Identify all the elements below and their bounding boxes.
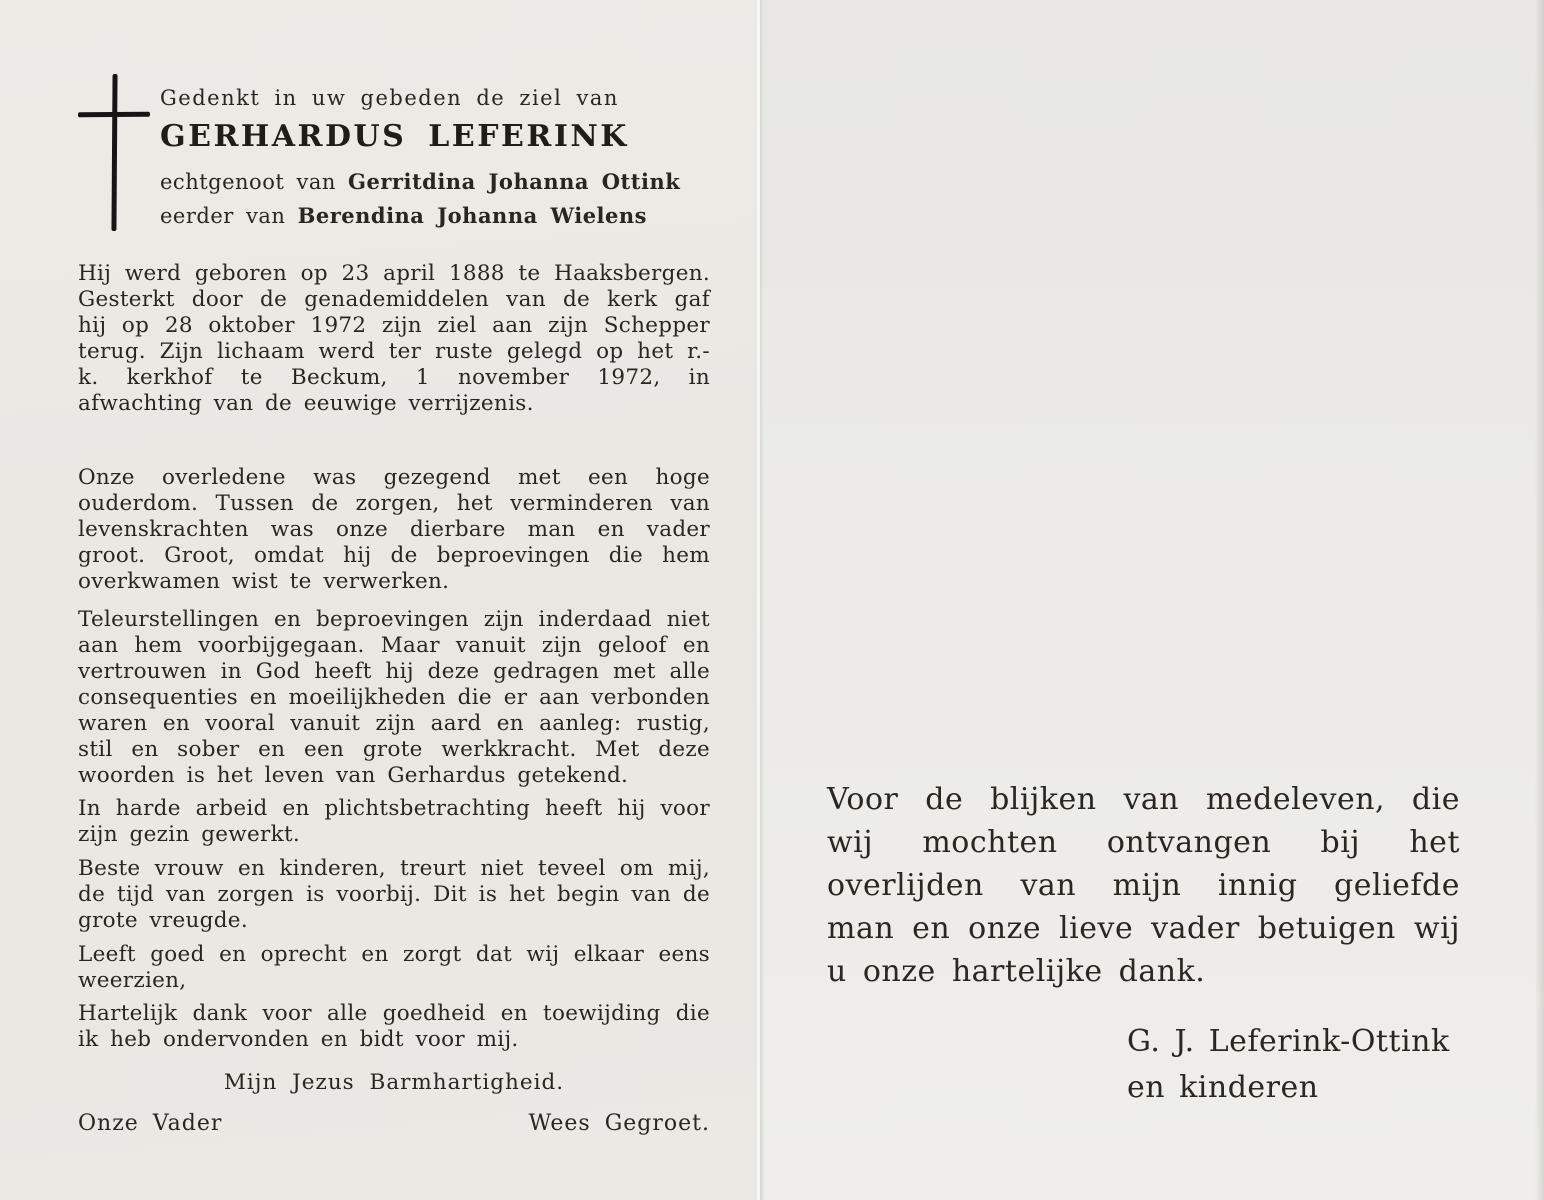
acknowledgement-paragraph: Voor de blijken van medeleven, die wij mochten ontvangen bij het overlijden van mijn innig geliefde man en onze lieve vader betuigen wij u onze hartelijke dank.	[827, 782, 1460, 989]
paragraph-trials: Teleurstellingen en beproevingen zijn inderdaad niet aan hem voorbijgegaan. Maar vanuit zijn geloof en vertrouwen in God heeft hij deze gedragen met alle consequenties en moeilijkheden die er aan verbonden waren en vooral vanuit zijn aard en aanleg: rustig, stil en sober en een grote werkkracht. Met deze woorden is het leven van Gerhardus getekend.	[78, 607, 710, 788]
paragraph-biography: Hij werd geboren op 23 april 1888 te Haaksbergen. Gesterkt door de genademiddelen van de kerk gaf hij op 28 oktober 1972 zijn ziel aan zijn Schepper terug. Zijn lichaam werd ter ruste gelegd op het r.-k. kerkhof te Beckum, 1 november 1972, in afwachting van de eeuwige verrijzenis.	[78, 261, 710, 416]
cross-vertical-bar	[111, 74, 117, 231]
page-fold-divider	[757, 0, 764, 1200]
paragraph-hard-work: In harde arbeid en plichtsbetrachting heeft hij voor zijn gezin gewerkt.	[78, 796, 710, 847]
closing-prayer-line: Mijn Jezus Barmhartigheid.	[223, 1070, 565, 1095]
paragraph-to-family: Beste vrouw en kinderen, treurt niet teveel om mij, de tijd van zorgen is voorbij. Dit is het begin van de grote vreugde.	[78, 856, 710, 933]
former-spouse-prefix: eerder van	[160, 204, 286, 228]
former-spouse-line	[160, 199, 710, 233]
paragraph-thanks: Hartelijk dank voor alle goedheid en toewijding die ik heb ondervonden en bidt voor mij.	[78, 1001, 710, 1052]
signature-block	[1127, 1019, 1460, 1111]
left-page	[0, 0, 757, 1200]
intro-line: Gedenkt in uw gebeden de ziel van	[160, 86, 619, 110]
card-header	[160, 86, 710, 233]
signature-name: G. J. Leferink-Ottink	[1127, 1024, 1450, 1059]
spouse-prefix: echtgenoot van	[160, 170, 336, 194]
cross-horizontal-bar	[78, 112, 150, 118]
deceased-name: GERHARDUS LEFERINK	[160, 119, 629, 154]
former-spouse-name: Berendina Johanna Wielens	[297, 203, 647, 228]
footer-our-father: Onze Vader	[78, 1111, 223, 1136]
prayer-footer-row	[78, 1111, 710, 1137]
spouse-name: Gerritdina Johanna Ottink	[348, 169, 681, 194]
footer-hail-mary: Wees Gegroet.	[528, 1111, 710, 1136]
right-page	[764, 0, 1544, 1200]
signature-children: en kinderen	[1127, 1070, 1319, 1105]
spouse-line	[160, 165, 710, 199]
paragraph-live-well: Leeft goed en oprecht en zorgt dat wij elkaar eens weerzien,	[78, 942, 710, 993]
paragraph-old-age: Onze overledene was gezegend met een hoge ouderdom. Tussen de zorgen, het verminderen van levenskrachten was onze dierbare man en vader groot. Groot, omdat hij de beproevingen die hem overkwamen wist te verwerken.	[78, 465, 710, 594]
